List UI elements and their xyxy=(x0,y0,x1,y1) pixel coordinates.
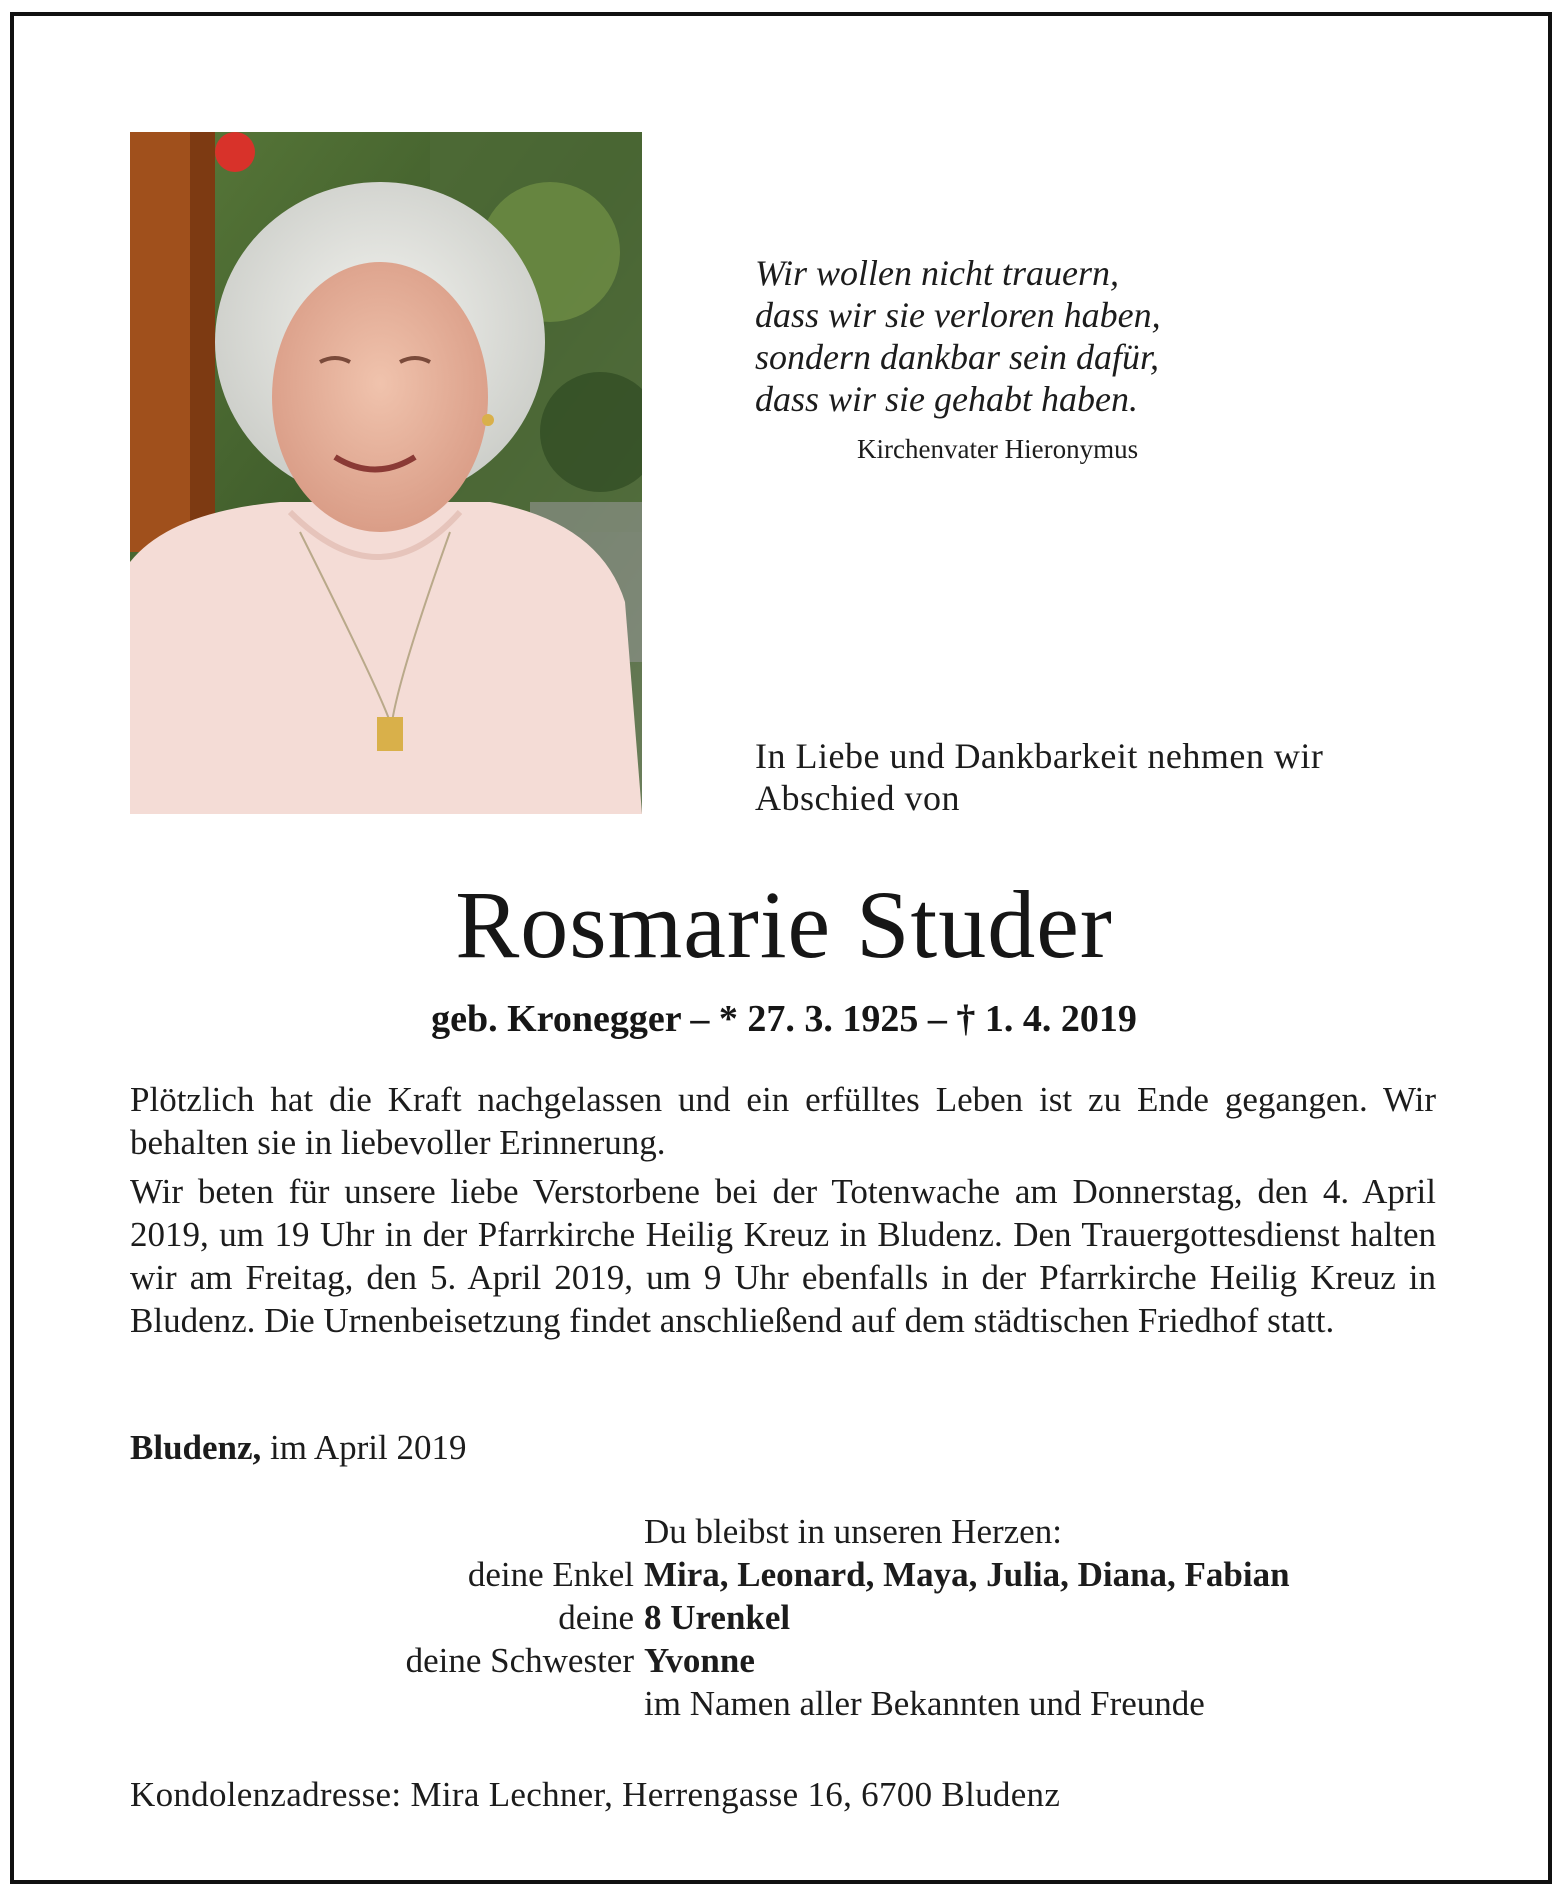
place-city: Bludenz, xyxy=(130,1428,262,1467)
mourners-block xyxy=(130,1510,1440,1725)
mourner-row xyxy=(130,1596,1440,1639)
body-paragraph: Wir beten für unsere liebe Verstorbene bei der Totenwache am Donnerstag, den 4. April 2019, um 19 Uhr in der Pfarrkirche Heilig Kreuz in Bludenz. Den Trauergottesdienst halten wir am Freitag, den 5. April 2019, um 9 Uhr ebenfalls in der Pfarrkirche Heilig Kreuz in Bludenz. Die Urnenbeisetzung findet anschließend auf dem städtischen Friedhof statt. xyxy=(130,1172,1436,1340)
mourner-row xyxy=(130,1553,1440,1596)
quote-line: sondern dankbar sein dafür, xyxy=(755,337,1159,377)
quote-line: dass wir sie verloren haben, xyxy=(755,295,1161,335)
body-paragraph: Plötzlich hat die Kraft nachgelassen und ein erfülltes Leben ist zu Ende gegangen. Wir behalten sie in liebevoller Erinnerung. xyxy=(130,1080,1436,1162)
quote xyxy=(755,252,1315,420)
deceased-dates: geb. Kronegger – * 27. 3. 1925 – † 1. 4. 2019 xyxy=(431,998,1137,1040)
mourner-names: Yvonne xyxy=(644,1641,755,1680)
mourners-intro: Du bleibst in unseren Herzen: xyxy=(644,1512,1062,1551)
obituary-body xyxy=(130,1078,1436,1348)
mourner-role: deine Enkel xyxy=(467,1555,634,1594)
mourner-row xyxy=(130,1639,1440,1682)
quote-author: Kirchenvater Hieronymus xyxy=(857,434,1139,464)
mourner-role: deine xyxy=(558,1598,634,1637)
farewell-line: Abschied von xyxy=(755,778,960,818)
quote-line: Wir wollen nicht trauern, xyxy=(755,253,1119,293)
deceased-name: Rosmarie Studer xyxy=(455,871,1113,978)
mourners-closing-row xyxy=(130,1682,1440,1725)
condolence-address: Kondolenzadresse: Mira Lechner, Herrengasse 16, 6700 Bludenz xyxy=(130,1775,1061,1814)
place-date xyxy=(130,1426,466,1469)
quote-line: dass wir sie gehabt haben. xyxy=(755,379,1138,419)
farewell-text xyxy=(755,735,1445,819)
place-date-text: im April 2019 xyxy=(261,1428,467,1467)
mourners-closing: im Namen aller Bekannten und Freunde xyxy=(644,1684,1205,1723)
portrait-photo xyxy=(130,132,642,814)
mourner-role: deine Schwester xyxy=(405,1641,634,1680)
mourners-intro-row xyxy=(130,1510,1440,1553)
mourner-names: 8 Urenkel xyxy=(644,1598,791,1637)
farewell-line: In Liebe und Dankbarkeit nehmen wir xyxy=(755,736,1324,776)
mourner-names: Mira, Leonard, Maya, Julia, Diana, Fabian xyxy=(644,1555,1290,1594)
